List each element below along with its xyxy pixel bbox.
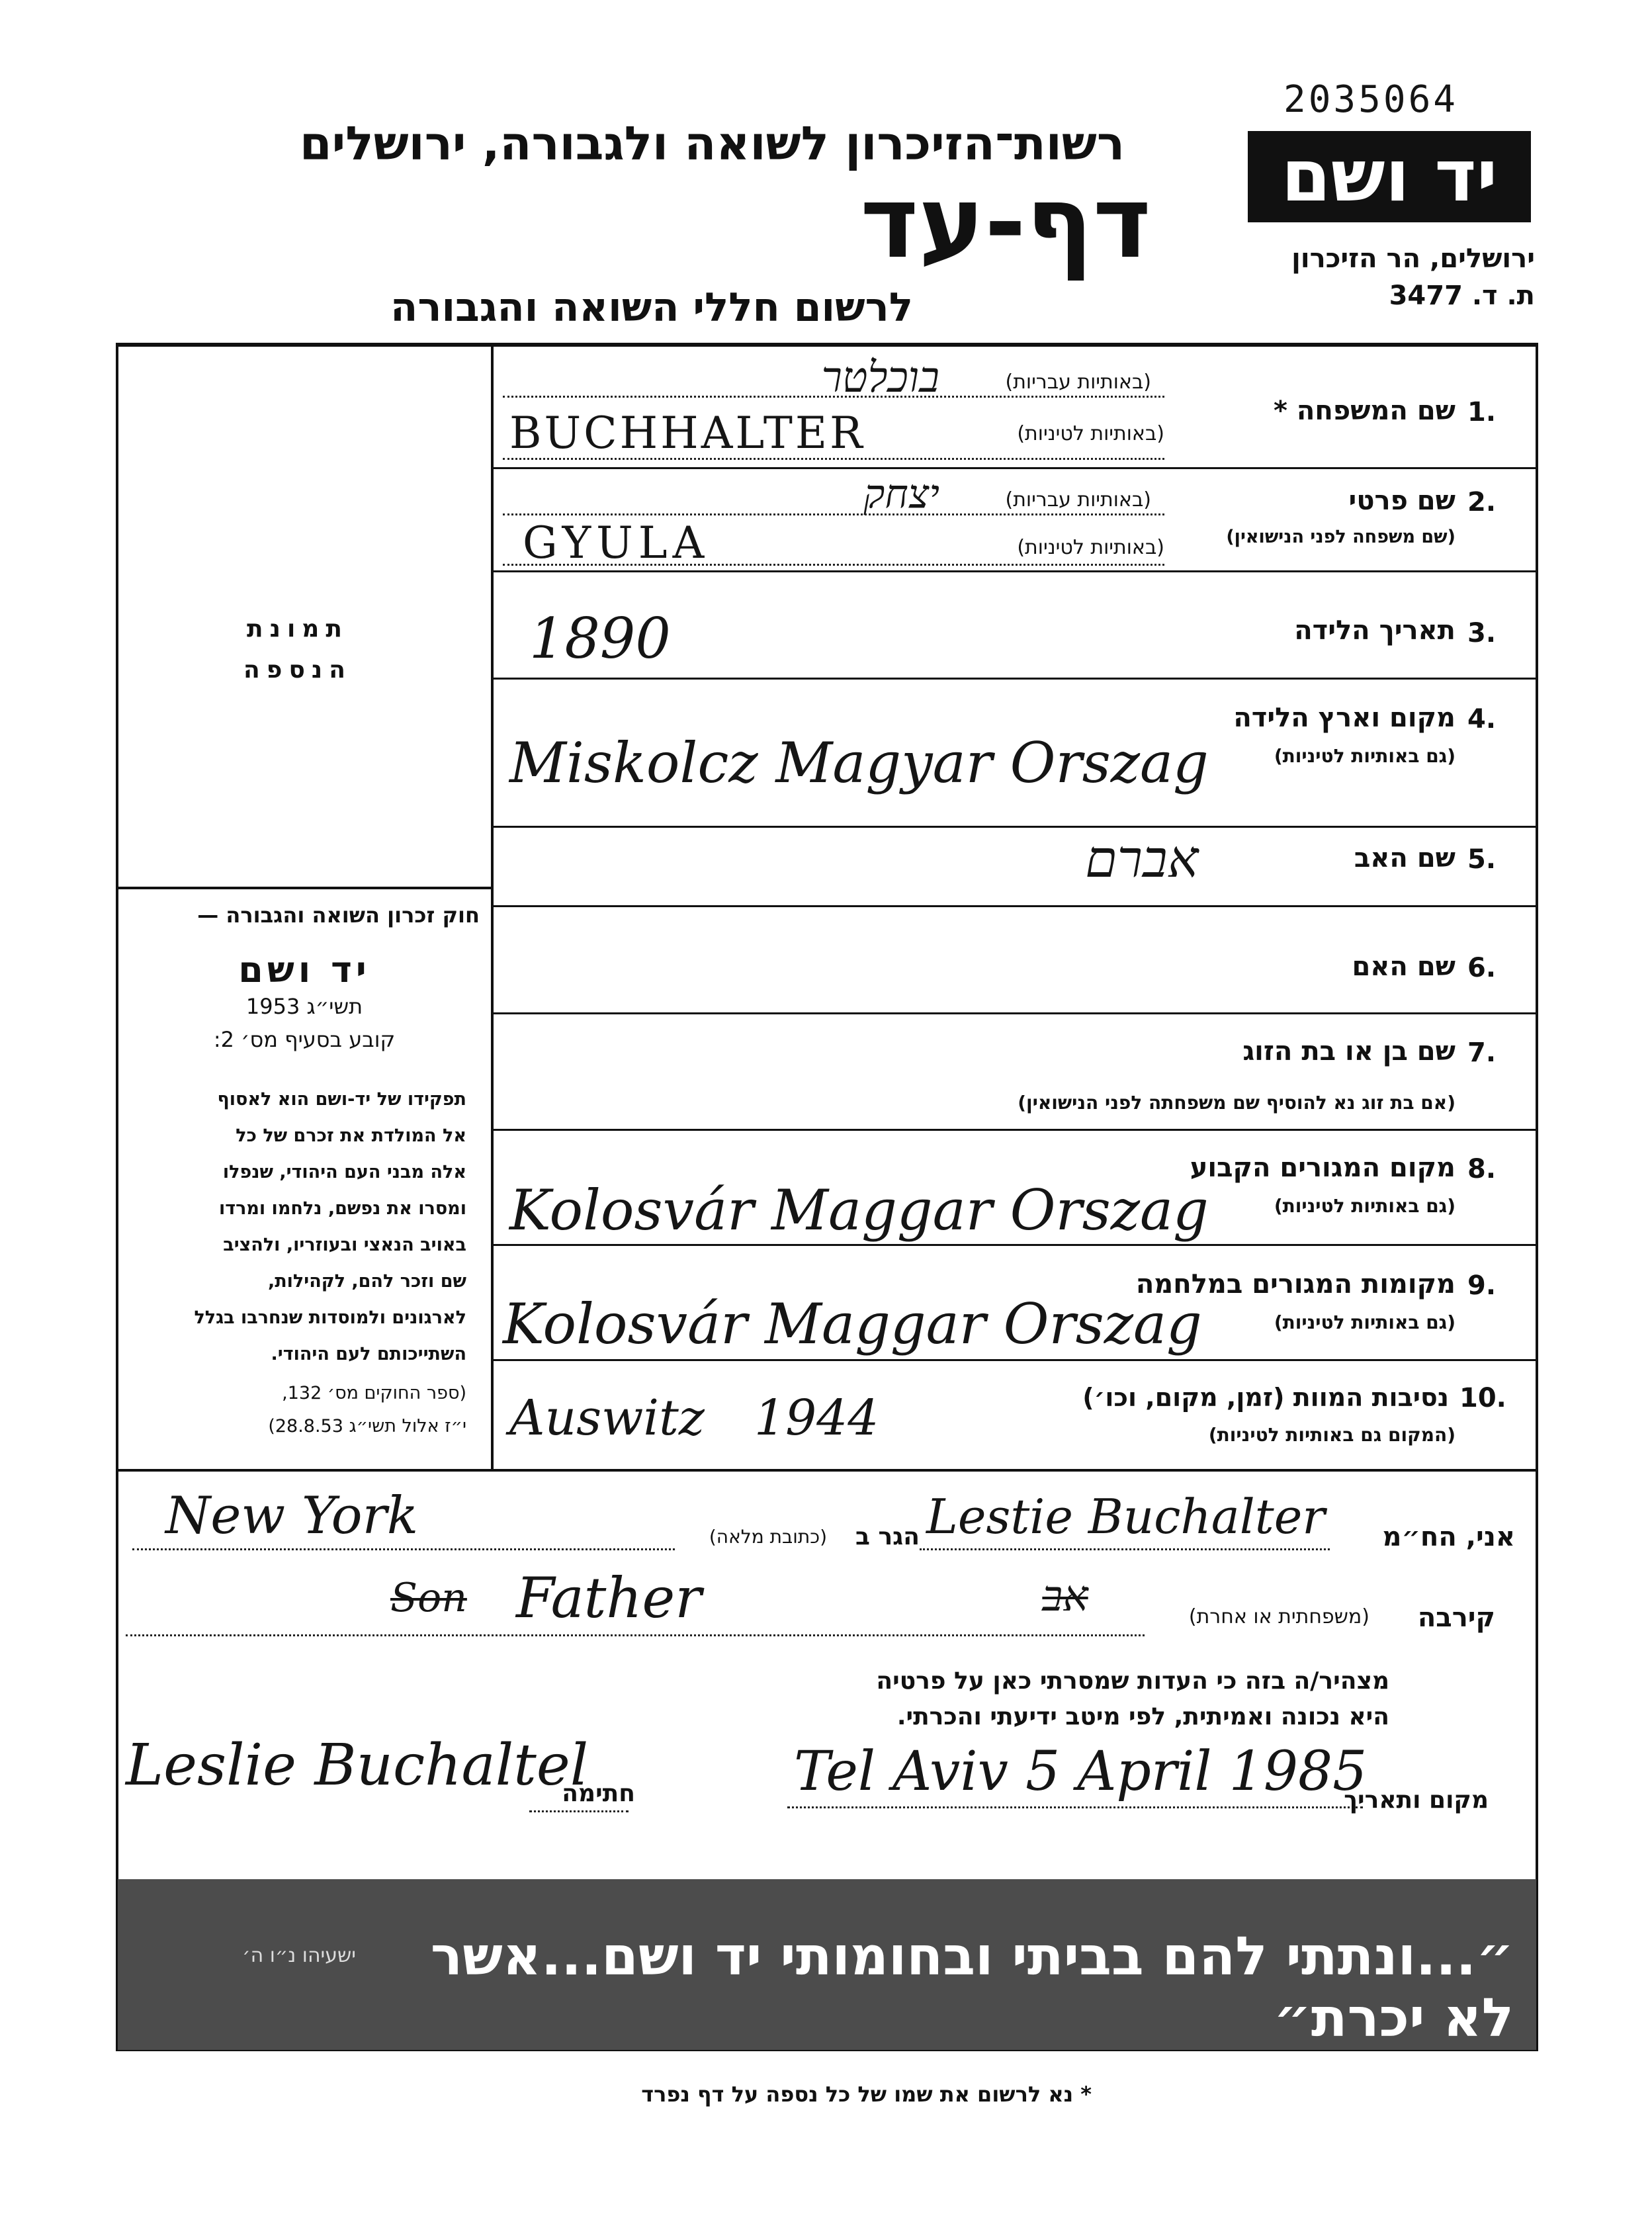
- fields-bottom-rule: [116, 1469, 1538, 1472]
- law-paragraph-line: באויב הנאצי ובעוזריו, ולהציב: [223, 1235, 466, 1255]
- field-8-value[interactable]: Kolosvár Maggar Orszag: [509, 1178, 1209, 1243]
- address-line-2: ת. ד. 3477: [1389, 281, 1535, 311]
- field-1-hebrew-hint: (באותיות עבריות): [1005, 371, 1151, 394]
- field-6-number: 6.: [1467, 953, 1497, 983]
- signature-line: [529, 1810, 629, 1812]
- field-7-label: שם בן או בת הזוג: [1242, 1036, 1456, 1067]
- resides-label: הגר ב: [855, 1523, 920, 1550]
- statement-line-1: מצהיר/ה בזה כי העדות שמסרתי כאן על פרטיה: [876, 1667, 1389, 1695]
- quote-banner: [118, 1879, 1536, 2050]
- relation-label: קירבה: [1417, 1603, 1495, 1633]
- declarant-label: אני, הח״מ: [1382, 1522, 1515, 1552]
- org-title: רשות־הזיכרון לשואה ולגבורה, ירושלים: [299, 116, 1125, 171]
- field-10-label: נסיבות המוות (זמן, מקום, וכו׳): [1082, 1383, 1449, 1412]
- field-10-year-value[interactable]: 1944: [754, 1390, 879, 1446]
- signature-label: חתימה: [562, 1780, 635, 1807]
- field-2-hebrew-value[interactable]: יצחק: [863, 471, 939, 517]
- law-source-line-2: י״ז אלול תשי״ג 28.8.53): [268, 1416, 466, 1437]
- address-line: [132, 1548, 675, 1550]
- field-1-latin-hint: (באותיות לטיניות): [1017, 422, 1164, 445]
- law-paragraph-line: ומסרו את נפשם, נלחמו ומרדו: [218, 1198, 466, 1219]
- field-4-sublabel: (גם באותיות לטיניות): [1274, 745, 1456, 767]
- field-1-number: 1.: [1467, 397, 1497, 427]
- sep-6-7: [491, 1012, 1538, 1014]
- banner-quote: ״...ונתתי להם בביתי ובחומותי יד ושם...אשר לא יכרת״: [430, 1926, 1514, 2049]
- field-5-number: 5.: [1467, 844, 1497, 875]
- field-4-number: 4.: [1467, 704, 1497, 734]
- sep-1-2: [491, 467, 1538, 469]
- form-subtitle: לרשום חללי השואה והגבורה: [390, 285, 913, 331]
- yad-vashem-logo: יד ושם: [1248, 131, 1531, 222]
- photo-label-line-2: הנספה: [243, 656, 352, 684]
- relation-line: [126, 1634, 1145, 1636]
- law-title: חוק זכרון השואה והגבורה —: [197, 903, 480, 928]
- relation-struck-value: Son: [390, 1575, 467, 1621]
- photo-box-bottom: [116, 887, 493, 889]
- field-9-number: 9.: [1467, 1270, 1497, 1301]
- sep-7-8: [491, 1129, 1538, 1131]
- law-paragraph-line: אלה מבני העם היהודי, שנפלו: [222, 1162, 466, 1182]
- field-8-label: מקום המגורים הקבוע: [1190, 1153, 1456, 1183]
- form-title: דף-עד: [860, 165, 1151, 281]
- sep-9-10: [491, 1359, 1538, 1361]
- field-9-value[interactable]: Kolosvár Maggar Orszag: [503, 1292, 1202, 1356]
- sep-3-4: [491, 678, 1538, 680]
- place-date-line: [787, 1806, 1363, 1808]
- photo-label-line-1: תמונת: [247, 615, 349, 642]
- law-paragraph-line: לארגונים ולמוסדות שנחרבו בגלל: [194, 1307, 466, 1328]
- footnote: * נא לרשום את שמו של כל נספה על דף נפרד: [641, 2082, 1092, 2107]
- relation-hint: (משפחתית או אחרת): [1188, 1605, 1369, 1628]
- banner-source: ישעיהו נ״ו ה׳: [242, 1944, 356, 1967]
- field-5-label: שם האב: [1354, 843, 1456, 873]
- field-2-number: 2.: [1467, 487, 1497, 517]
- field-7-sublabel: (אם בת זוג נא להוסיף שם משפחתה לפני הנישואין): [1018, 1092, 1456, 1114]
- field-2-latin-value[interactable]: GYULA: [523, 517, 710, 568]
- field-1-hebrew-value[interactable]: בוכלטר: [821, 353, 939, 402]
- statement-line-2: היא נכונה ואמיתית, לפי מיטב ידיעתי והכרתי.: [896, 1703, 1389, 1730]
- field-3-label: תאריך הלידה: [1294, 615, 1456, 646]
- field-1-label: שם המשפחה *: [1274, 396, 1456, 426]
- field-5-value[interactable]: אברם: [1085, 830, 1199, 889]
- field-8-sublabel: (גם באותיות לטיניות): [1274, 1195, 1456, 1217]
- law-paragraph-line: תפקידו של יד-ושם הוא לאסוף: [217, 1089, 466, 1110]
- law-year: תשי״ג 1953: [245, 994, 363, 1019]
- law-paragraph-line: אל המולדת את זכרם של כל: [236, 1126, 466, 1146]
- address-value[interactable]: New York: [165, 1486, 419, 1546]
- sep-4-5: [491, 826, 1538, 828]
- place-date-value[interactable]: Tel Aviv 5 April 1985: [794, 1740, 1368, 1803]
- relation-value[interactable]: Father: [516, 1566, 702, 1630]
- field-2-label: שם פרטי: [1348, 486, 1456, 516]
- relation-hebrew-value: אב: [1042, 1572, 1088, 1621]
- law-paragraph-line: השתייכותם לעם היהודי.: [271, 1344, 466, 1364]
- field-2-hebrew-hint: (באותיות עבריות): [1005, 488, 1151, 511]
- sep-8-9: [491, 1244, 1538, 1246]
- field-10-sublabel: (המקום גם באותיות לטיניות): [1208, 1424, 1456, 1446]
- address-hint: (כתובת מלאה): [709, 1526, 827, 1548]
- address-line-1: ירושלים, הר הזיכרון: [1291, 244, 1535, 274]
- field-4-label: מקום וארץ הלידה: [1233, 703, 1456, 733]
- law-source-line-1: (ספר החוקים מס׳ 132,: [282, 1383, 466, 1403]
- field-9-sublabel: (גם באותיות לטיניות): [1274, 1311, 1456, 1333]
- field-10-place-value[interactable]: Auswitz: [509, 1390, 705, 1446]
- field-6-label: שם האם: [1352, 952, 1456, 982]
- law-clause: קובע בסעיף מס׳ 2:: [213, 1027, 396, 1052]
- sep-5-6: [491, 905, 1538, 907]
- field-8-number: 8.: [1467, 1154, 1497, 1184]
- field-7-number: 7.: [1467, 1038, 1497, 1068]
- sep-2-3: [491, 570, 1538, 572]
- declarant-name-value[interactable]: Lestie Buchalter: [926, 1489, 1325, 1544]
- field-2-latin-hint: (באותיות לטיניות): [1017, 536, 1164, 559]
- law-name: יד ושם: [238, 949, 370, 991]
- signature-value[interactable]: Leslie Buchaltel: [126, 1732, 589, 1798]
- top-rule: [116, 343, 1538, 347]
- law-paragraph: [129, 1081, 466, 1372]
- law-paragraph-line: שם וזכר להם, לקהילות,: [267, 1271, 466, 1292]
- field-4-value[interactable]: Miskolcz Magyar Orszag: [509, 731, 1209, 795]
- field-3-value[interactable]: 1890: [529, 606, 671, 671]
- serial-number: 2035064: [1283, 78, 1459, 121]
- field-3-number: 3.: [1467, 618, 1497, 648]
- field-1-latin-value[interactable]: BUCHHALTER: [509, 408, 865, 459]
- place-date-label: מקום ותאריך: [1344, 1787, 1489, 1814]
- declarant-name-line: [920, 1548, 1330, 1550]
- field-10-number: 10.: [1459, 1383, 1506, 1413]
- field-2-sublabel: (שם משפחה לפני הנישואין): [1226, 527, 1456, 547]
- field-9-label: מקומות המגורים במלחמה: [1135, 1269, 1456, 1300]
